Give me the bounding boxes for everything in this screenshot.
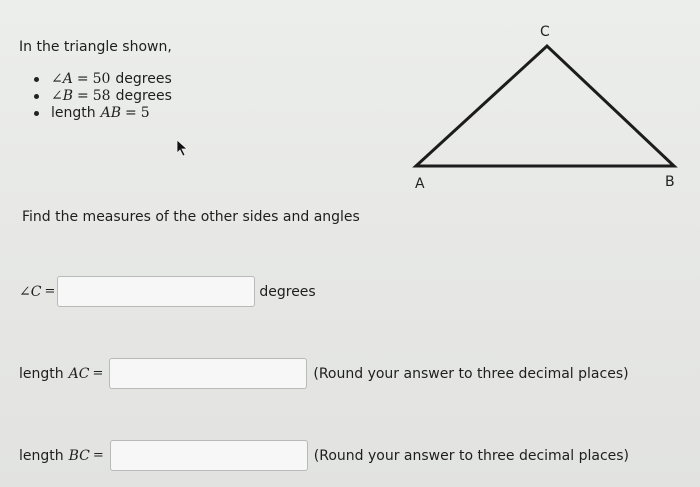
given-angle-a-symbol: ∠A <box>51 71 73 87</box>
length-bc-prefix: length <box>19 447 64 464</box>
mouse-pointer-icon <box>176 139 190 157</box>
given-length-ab-eq: = <box>125 105 137 121</box>
angle-c-label: ∠C <box>19 283 42 300</box>
triangle-shape <box>416 46 674 166</box>
given-angle-b-value: 58 <box>92 88 111 104</box>
vertex-label-c: C <box>540 24 550 40</box>
vertex-label-b: B <box>665 174 675 190</box>
length-ac-prefix: length <box>19 365 64 382</box>
question-prompt: Find the measures of the other sides and angles <box>22 209 360 225</box>
given-angle-b-unit: degrees <box>115 88 172 104</box>
angle-c-input[interactable] <box>57 276 255 307</box>
length-bc-row <box>19 440 629 471</box>
bullet-icon <box>34 77 39 82</box>
length-ac-input[interactable] <box>109 358 307 389</box>
length-bc-hint: (Round your answer to three decimal places) <box>313 447 630 464</box>
vertex-label-a: A <box>415 176 425 192</box>
question-intro: In the triangle shown, <box>19 39 172 55</box>
given-length-ab <box>34 105 172 122</box>
length-bc-eq: = <box>92 448 104 463</box>
angle-c-row <box>19 276 316 307</box>
length-ac-label: AC <box>68 365 90 382</box>
triangle-diagram <box>400 18 700 198</box>
given-angle-b-symbol: ∠B <box>51 88 74 104</box>
bullet-icon <box>34 111 39 116</box>
given-angle-b-eq: = <box>77 88 89 104</box>
given-length-ab-value: 5 <box>140 105 150 121</box>
given-length-ab-prefix: length <box>51 105 96 121</box>
length-ac-hint: (Round your answer to three decimal places) <box>313 365 629 382</box>
bullet-icon <box>34 94 39 99</box>
given-list <box>34 71 172 122</box>
given-angle-a-unit: degrees <box>115 71 172 87</box>
length-ac-eq: = <box>92 366 104 381</box>
angle-c-eq: = <box>44 284 56 299</box>
given-angle-a <box>34 71 172 88</box>
angle-c-unit: degrees <box>259 283 316 300</box>
given-angle-a-eq: = <box>76 71 89 87</box>
given-angle-a-value: 50 <box>92 71 111 87</box>
given-length-ab-symbol: AB <box>100 105 122 121</box>
given-angle-b <box>34 88 172 105</box>
length-ac-row <box>19 358 629 389</box>
length-bc-input[interactable] <box>110 440 308 471</box>
length-bc-label: BC <box>68 447 90 464</box>
